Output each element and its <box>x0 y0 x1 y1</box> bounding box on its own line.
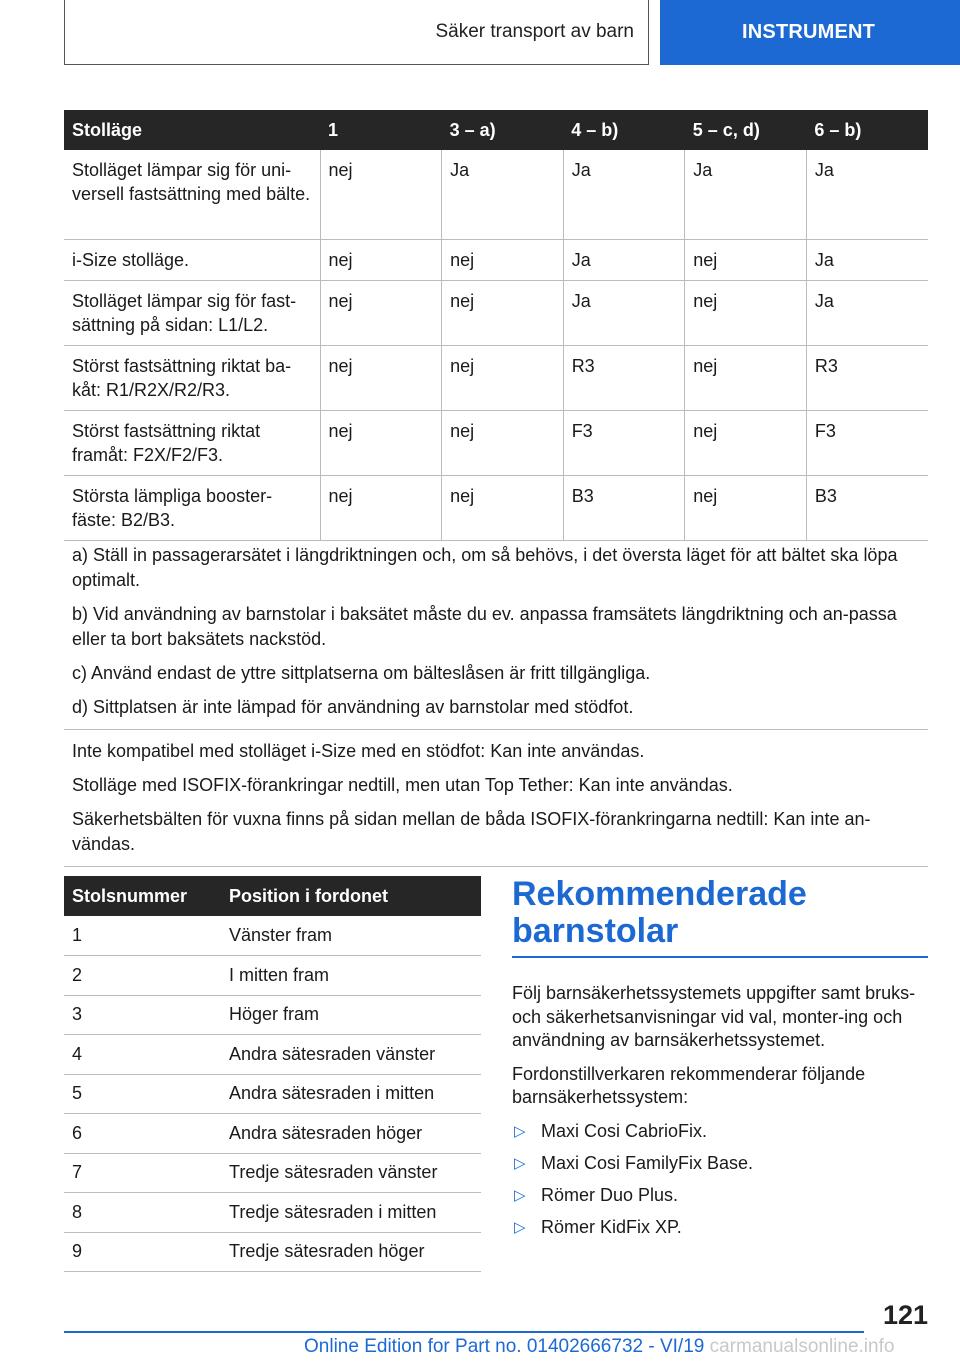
seat-number: 3 <box>64 995 221 1035</box>
table-row <box>64 475 928 540</box>
table-row <box>64 1153 481 1193</box>
table-cell: i-Size stolläge. <box>64 239 320 280</box>
table-cell: F3 <box>563 410 685 475</box>
table-cell: B3 <box>806 475 928 540</box>
list-item-label: Römer Duo Plus. <box>541 1184 679 1205</box>
table-cell: nej <box>685 239 807 280</box>
table-cell: nej <box>442 345 564 410</box>
edition-text: Online Edition for Part no. 01402666732 - VI/19 <box>304 1336 705 1357</box>
seat-position: Andra sätesraden höger <box>221 1114 481 1154</box>
table-row <box>64 345 928 410</box>
recommended-list <box>512 1120 928 1239</box>
seat-number: 7 <box>64 1153 221 1193</box>
table-header-row <box>64 876 481 916</box>
seat-position: Andra sätesraden i mitten <box>221 1074 481 1114</box>
table-row <box>64 1232 481 1272</box>
seat-number: 5 <box>64 1074 221 1114</box>
table-row <box>64 239 928 280</box>
footnotes-block <box>64 537 928 730</box>
table-cell: nej <box>320 345 442 410</box>
chapter-title: INSTRUMENT <box>742 21 876 43</box>
table-cell: Ja <box>442 150 564 239</box>
seat-number-table <box>64 876 481 1272</box>
footnote: c) Använd endast de yttre sittplatserna om bälteslåsen är fritt tillgängliga. <box>72 663 651 683</box>
table-cell: Ja <box>806 239 928 280</box>
table-row <box>64 995 481 1035</box>
seat-position-table <box>64 110 928 541</box>
table-cell: nej <box>685 410 807 475</box>
table-cell: Ja <box>563 239 685 280</box>
compatibility-notes-block <box>64 730 928 867</box>
heading-divider <box>512 956 928 958</box>
table-row <box>64 1074 481 1114</box>
table-cell: Ja <box>806 280 928 345</box>
table-cell: nej <box>320 239 442 280</box>
note: Inte kompatibel med stolläget i-Size med en stödfot: Kan inte användas. <box>72 741 645 761</box>
table-row <box>64 410 928 475</box>
footnote: a) Ställ in passagerarsätet i längdriktningen och, om så behövs, i det översta läget för att bältet ska löpa optimalt. <box>72 545 898 590</box>
table-cell: nej <box>442 475 564 540</box>
table-cell: nej <box>320 475 442 540</box>
table-cell: Ja <box>563 280 685 345</box>
table-cell: nej <box>685 345 807 410</box>
table-header: 4 – b) <box>563 110 685 150</box>
table-notes <box>64 537 928 867</box>
table-cell: F3 <box>806 410 928 475</box>
table-cell: Största lämpliga booster-fäste: B2/B3. <box>64 475 320 540</box>
paragraph: Följ barnsäkerhetssystemets uppgifter samt bruks- och säkerhetsanvisningar vid val, monter-ing och användning av barnsäkerhetssystemet. <box>512 983 916 1050</box>
seat-number: 8 <box>64 1193 221 1233</box>
table-header: 1 <box>320 110 442 150</box>
table-row <box>64 150 928 239</box>
table-cell: nej <box>685 280 807 345</box>
watermark: carmanualsonline.info <box>709 1336 895 1357</box>
table-cell: Stolläget lämpar sig för uni-versell fastsättning med bälte. <box>64 150 320 239</box>
table-header: 6 – b) <box>806 110 928 150</box>
triangle-bullet-icon: ▷ <box>514 1154 526 1172</box>
table-cell: nej <box>320 150 442 239</box>
table-cell: Störst fastsättning riktat framåt: F2X/F2/F3. <box>64 410 320 475</box>
list-item <box>512 1216 928 1239</box>
table-cell: R3 <box>806 345 928 410</box>
seat-number: 9 <box>64 1232 221 1272</box>
seat-number: 4 <box>64 1035 221 1075</box>
table-cell: Ja <box>806 150 928 239</box>
footnote: d) Sittplatsen är inte lämpad för användning av barnstolar med stödfot. <box>72 697 634 717</box>
recommended-section <box>512 876 928 1248</box>
chapter-tab[interactable] <box>660 0 960 65</box>
seat-number: 1 <box>64 916 221 956</box>
seat-position: Andra sätesraden vänster <box>221 1035 481 1075</box>
list-item <box>512 1152 928 1175</box>
table-header: Stolsnummer <box>64 876 221 916</box>
triangle-bullet-icon: ▷ <box>514 1218 526 1236</box>
section-tab <box>64 0 649 65</box>
seat-number: 2 <box>64 956 221 996</box>
seat-position: Tredje sätesraden vänster <box>221 1153 481 1193</box>
table-cell: nej <box>442 410 564 475</box>
note: Stolläge med ISOFIX-förankringar nedtill, men utan Top Tether: Kan inte användas. <box>72 775 733 795</box>
triangle-bullet-icon: ▷ <box>514 1186 526 1204</box>
table-row <box>64 1193 481 1233</box>
footer-divider <box>64 1331 864 1333</box>
footer <box>304 1336 894 1358</box>
table-header: 5 – c, d) <box>685 110 807 150</box>
table-cell: nej <box>442 239 564 280</box>
section-heading: Rekommenderade barnstolar <box>512 875 807 950</box>
table-header-row <box>64 110 928 150</box>
list-item-label: Maxi Cosi CabrioFix. <box>541 1120 708 1141</box>
table-header: Position i fordonet <box>221 876 481 916</box>
list-item-label: Römer KidFix XP. <box>541 1216 682 1237</box>
page-number: 121 <box>882 1300 928 1330</box>
table-header: Stolläge <box>64 110 320 150</box>
seat-position: I mitten fram <box>221 956 481 996</box>
seat-position: Tredje sätesraden höger <box>221 1232 481 1272</box>
table-cell: Ja <box>563 150 685 239</box>
table-cell: Stolläget lämpar sig för fast-sättning på sidan: L1/L2. <box>64 280 320 345</box>
table-row <box>64 1114 481 1154</box>
seat-position: Höger fram <box>221 995 481 1035</box>
table-cell: R3 <box>563 345 685 410</box>
table-cell: nej <box>320 410 442 475</box>
table-cell: nej <box>320 280 442 345</box>
table-cell: nej <box>442 280 564 345</box>
footnote: b) Vid användning av barnstolar i baksätet måste du ev. anpassa framsätets längdriktning och an-passa eller ta bort baksätets nackstöd. <box>72 604 897 649</box>
table-cell: nej <box>685 475 807 540</box>
table-row <box>64 956 481 996</box>
seat-position: Tredje sätesraden i mitten <box>221 1193 481 1233</box>
table-cell: Ja <box>685 150 807 239</box>
triangle-bullet-icon: ▷ <box>514 1122 526 1140</box>
note: Säkerhetsbälten för vuxna finns på sidan mellan de båda ISOFIX-förankringarna nedtill: Kan inte an-vändas. <box>72 809 871 854</box>
table-row <box>64 280 928 345</box>
table-cell: Störst fastsättning riktat ba-kåt: R1/R2X/R2/R3. <box>64 345 320 410</box>
seat-position: Vänster fram <box>221 916 481 956</box>
section-title: Säker transport av barn <box>435 21 634 42</box>
table-row <box>64 1035 481 1075</box>
seat-number: 6 <box>64 1114 221 1154</box>
table-cell: B3 <box>563 475 685 540</box>
table-header: 3 – a) <box>442 110 564 150</box>
list-item-label: Maxi Cosi FamilyFix Base. <box>541 1152 754 1173</box>
table-row <box>64 916 481 956</box>
list-item <box>512 1184 928 1207</box>
list-item <box>512 1120 928 1143</box>
paragraph: Fordonstillverkaren rekommenderar följande barnsäkerhetssystem: <box>512 1063 866 1107</box>
